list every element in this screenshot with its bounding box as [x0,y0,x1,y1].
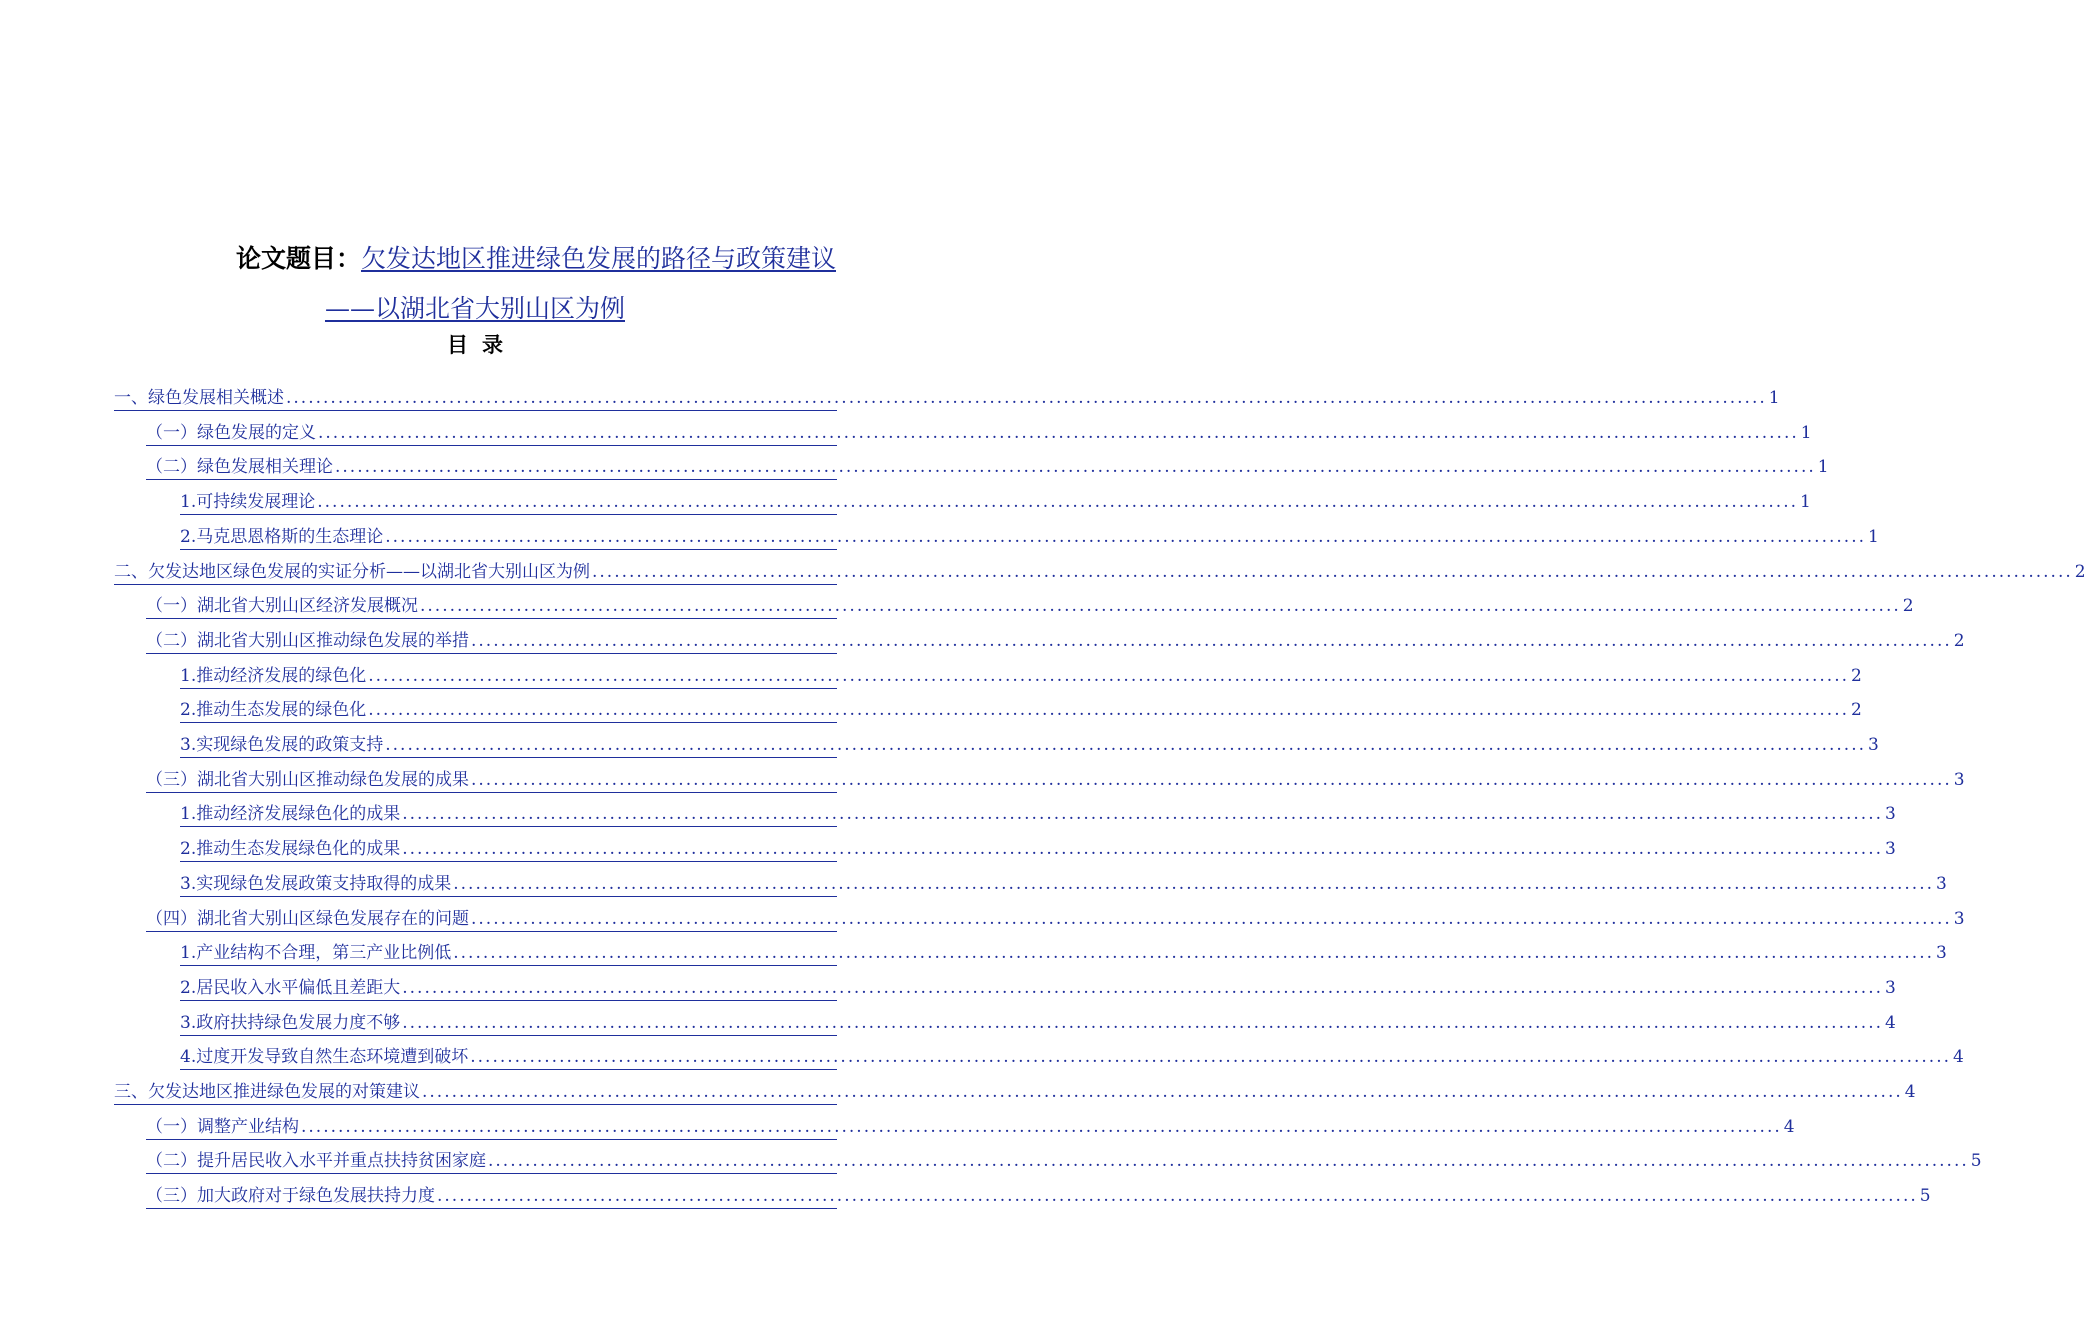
toc-leader-dots: ........................................................................................................................................................................................................ [301,1116,1782,1137]
toc-entry-label: 1.可持续发展理论 [180,492,316,513]
toc-entry[interactable] [146,415,1812,446]
toc-page-number: 2 [1851,700,1862,721]
thesis-subtitle[interactable]: ——以湖北省大别山区为例 [324,294,625,323]
toc-entry[interactable] [180,658,1862,689]
toc-entry-label: （二）湖北省大别山区推动绿色发展的举措 [146,630,469,651]
toc-entry-label: （一）绿色发展的定义 [146,422,316,443]
toc-entry[interactable] [180,727,1879,758]
toc-entry-label: 2.马克思恩格斯的生态理论 [180,526,384,547]
toc-page-number: 4 [1904,1082,1916,1102]
toc-page-number: 4 [1953,1047,1964,1068]
toc-page-number: 1 [1868,526,1879,547]
toc-entry-label: 1.推动经济发展绿色化的成果 [180,804,401,825]
toc-leader-dots: ........................................................................................................................................................................................................ [453,943,1934,964]
toc-entry[interactable] [180,935,1947,966]
toc-leader-dots: ........................................................................................................................................................................................................ [385,735,1866,755]
toc-page-number: 3 [1953,769,1965,790]
toc-entry-label: 1.推动经济发展的绿色化 [180,665,367,686]
toc-entry[interactable] [180,1005,1896,1036]
toc-page-number: 5 [1970,1151,1982,1172]
toc-entry[interactable] [146,1109,1795,1140]
toc-entry-label: 三、欠发达地区推进绿色发展的对策建议 [114,1082,420,1102]
toc-entry[interactable] [146,901,1965,932]
toc-leader-dots: ........................................................................................................................................................................................................ [437,1186,1918,1207]
toc-entry-label: 一、绿色发展相关概述 [114,388,284,408]
toc-page-number: 2 [1902,596,1914,617]
toc-entry[interactable] [180,692,1862,723]
toc-leader-dots: ........................................................................................................................................................................................................ [592,561,2073,582]
toc-entry-label: （二）绿色发展相关理论 [146,457,333,478]
toc-entry[interactable] [146,762,1965,793]
thesis-title-label: 论文题目： [235,244,361,273]
toc-leader-dots: ........................................................................................................................................................................................................ [317,492,1798,513]
toc-leader-dots: ........................................................................................................................................................................................................ [318,422,1799,443]
toc-page-number: 3 [1936,873,1947,894]
toc-page-number: 3 [1953,908,1965,929]
toc-page-number: 3 [1885,839,1896,860]
toc-page-number: 2 [1953,630,1965,651]
toc-page-number: 1 [1800,492,1811,513]
toc-leader-dots: ........................................................................................................................................................................................................ [402,839,1883,860]
toc-page-number: 3 [1868,735,1879,755]
toc-entry-label: （一）调整产业结构 [146,1116,299,1137]
toc-leader-dots: ........................................................................................................................................................................................................ [471,769,1952,790]
toc-page-number: 2 [1851,665,1862,686]
toc-entry-label: 3.实现绿色发展政策支持取得的成果 [180,873,452,894]
toc-entry[interactable] [146,1178,1931,1209]
toc-page-number: 1 [1800,422,1812,443]
toc-entry-label: （三）湖北省大别山区推动绿色发展的成果 [146,769,469,790]
toc-leader-dots: ........................................................................................................................................................................................................ [385,526,1866,547]
toc-entry-label: （二）提升居民收入水平并重点扶持贫困家庭 [146,1151,486,1172]
toc-entry[interactable] [146,449,1829,480]
toc-leader-dots: ........................................................................................................................................................................................................ [368,665,1849,686]
toc-entry-label: （四）湖北省大别山区绿色发展存在的问题 [146,908,469,929]
toc-entry[interactable] [180,519,1879,550]
toc-heading: 目录 [447,332,517,357]
toc-entry-label: 2.居民收入水平偏低且差距大 [180,977,401,998]
toc-entry-label: （一）湖北省大别山区经济发展概况 [146,596,418,617]
toc-entry[interactable] [180,866,1947,897]
thesis-title-link[interactable]: 欠发达地区推进绿色发展的路径与政策建议 [360,244,836,273]
toc-leader-dots: ........................................................................................................................................................................................................ [402,977,1883,998]
toc-entry[interactable] [114,380,1780,411]
toc-entry[interactable] [180,796,1896,827]
toc-leader-dots: ........................................................................................................................................................................................................ [402,804,1883,825]
toc-entry-label: 2.推动生态发展绿色化的成果 [180,839,401,860]
toc-page-number: 1 [1768,388,1780,408]
toc-page-number: 3 [1936,943,1947,964]
toc-entry[interactable] [146,623,1965,654]
toc-entry[interactable] [180,484,1811,515]
toc-entry[interactable] [114,554,2086,585]
toc-entry[interactable] [146,1143,1982,1174]
toc-page-number: 4 [1885,1012,1896,1033]
toc-entry-label: 2.推动生态发展的绿色化 [180,700,367,721]
toc-leader-dots: ........................................................................................................................................................................................................ [453,873,1934,894]
toc-leader-dots: ........................................................................................................................................................................................................ [470,1047,1951,1068]
toc-entry-label: 4.过度开发导致自然生态环境遭到破坏 [180,1047,469,1068]
toc-leader-dots: ........................................................................................................................................................................................................ [286,388,1767,408]
toc-entry-label: 二、欠发达地区绿色发展的实证分析——以湖北省大别山区为例 [114,561,590,582]
toc-entry-label: 3.实现绿色发展的政策支持 [180,735,384,755]
toc-page-number: 5 [1919,1186,1931,1207]
toc-page-number: 3 [1885,977,1896,998]
toc-page-number: 3 [1885,804,1896,825]
toc-entry[interactable] [180,1039,1964,1070]
toc-entry[interactable] [180,970,1896,1001]
thesis-title-line [236,242,836,276]
toc-leader-dots: ........................................................................................................................................................................................................ [420,596,1901,617]
toc-entry[interactable] [146,588,1914,619]
toc-leader-dots: ........................................................................................................................................................................................................ [402,1012,1883,1033]
toc-entry-label: （三）加大政府对于绿色发展扶持力度 [146,1186,435,1207]
toc-entry[interactable] [180,831,1896,862]
toc-leader-dots: ........................................................................................................................................................................................................ [335,457,1816,478]
toc-entry[interactable] [114,1074,1916,1105]
toc-page-number: 4 [1783,1116,1795,1137]
toc-entry-label: 3.政府扶持绿色发展力度不够 [180,1012,401,1033]
toc-entry-label: 1.产业结构不合理，第三产业比例低 [180,943,452,964]
toc-leader-dots: ........................................................................................................................................................................................................ [368,700,1849,721]
toc-leader-dots: ........................................................................................................................................................................................................ [471,630,1952,651]
toc-page-number: 2 [2074,561,2086,582]
toc-leader-dots: ........................................................................................................................................................................................................ [488,1151,1969,1172]
toc-page-number: 1 [1817,457,1829,478]
toc-leader-dots: ........................................................................................................................................................................................................ [422,1082,1903,1102]
toc-leader-dots: ........................................................................................................................................................................................................ [471,908,1952,929]
